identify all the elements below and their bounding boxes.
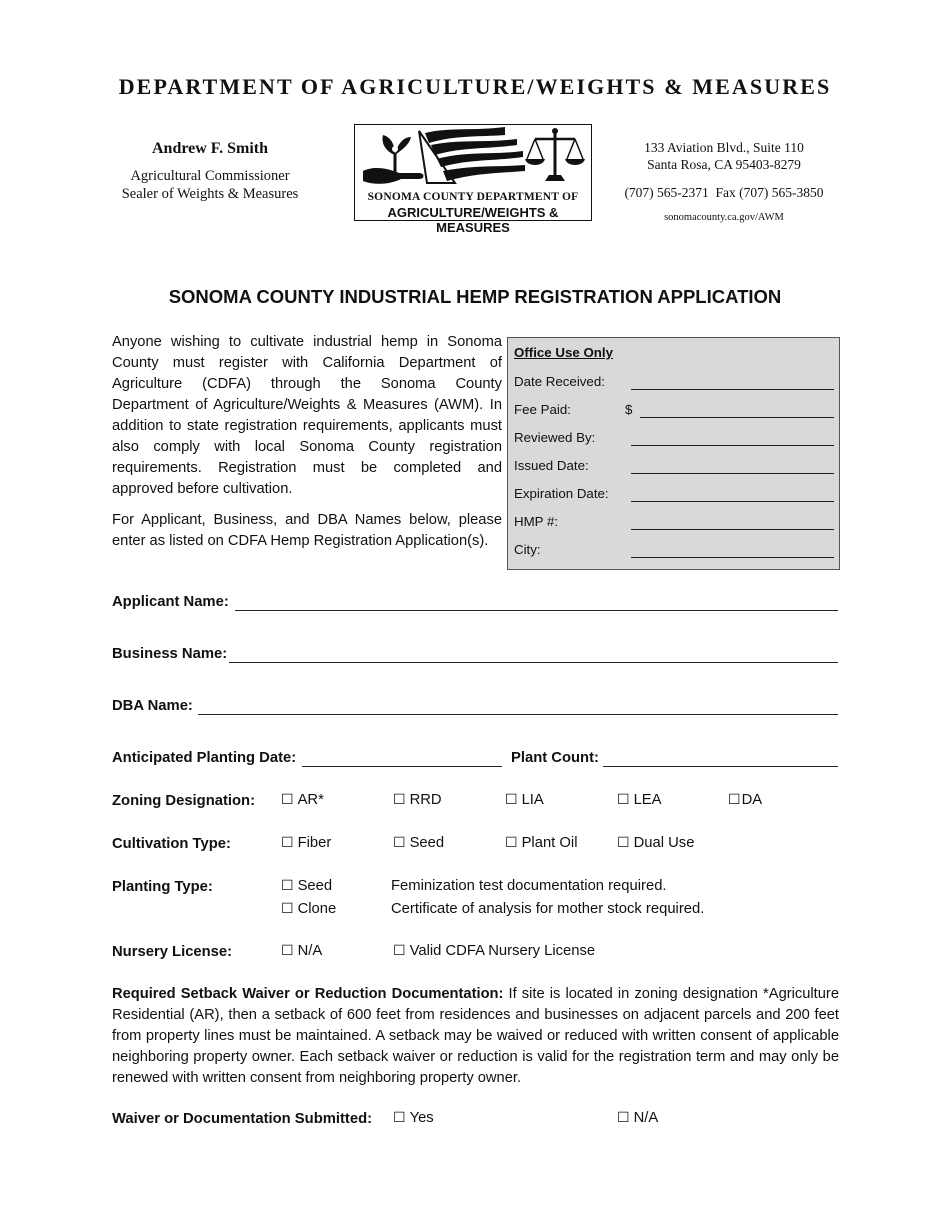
dba-name-label: DBA Name: [112, 698, 193, 714]
commissioner-block [100, 139, 320, 203]
cultivation-option-dual-use[interactable] [617, 835, 694, 851]
planting-note-seed: Feminization test documentation required. [391, 878, 667, 894]
issued-date-line[interactable] [631, 473, 834, 474]
setback-text: If site is located in zoning designation *Agriculture Residential (AR), then a setback of 600 feet from residences and businesses on adjacent parcels and 200 feet from property lines must be maintained. A setback may be waived or reduced with written consent of applicable neighboring property owner. Each setback waiver or reduction is valid for the registration term and may only be renewed with written consent from neighboring property owner. [112, 986, 839, 1086]
plant-count-line[interactable] [603, 766, 838, 767]
nursery-option-na[interactable] [281, 943, 322, 959]
office-label: Expiration Date: [514, 486, 609, 501]
office-row-issued-date [514, 458, 834, 478]
option-label: Plant Oil [521, 835, 578, 851]
cultivation-option-seed[interactable] [393, 835, 444, 851]
office-row-city [514, 542, 834, 562]
waiver-option-na[interactable] [617, 1110, 658, 1126]
commissioner-title-2: Sealer of Weights & Measures [121, 186, 299, 202]
applicant-name-line[interactable] [235, 610, 838, 611]
option-label: N/A [297, 943, 323, 959]
logo-text-line1: SONOMA COUNTY DEPARTMENT OF [367, 191, 579, 203]
office-use-box [507, 337, 840, 570]
checkbox-icon[interactable]: ☐ [393, 1110, 406, 1126]
option-label: Yes [409, 1110, 434, 1126]
checkbox-icon[interactable]: ☐ [393, 835, 406, 851]
intro-paragraph-2: For Applicant, Business, and DBA Names below, please enter as listed on CDFA Hemp Registration Application(s). [112, 512, 502, 549]
checkbox-icon[interactable]: ☐ [281, 792, 294, 808]
office-row-reviewed-by [514, 430, 834, 450]
office-label: Date Received: [514, 374, 605, 389]
option-label: AR* [297, 792, 324, 808]
business-name-line[interactable] [229, 662, 838, 663]
nursery-option-valid-license[interactable] [393, 943, 595, 959]
commissioner-title-1: Agricultural Commissioner [130, 168, 290, 184]
city-line[interactable] [631, 557, 834, 558]
office-row-expiration-date [514, 486, 834, 506]
business-name-label: Business Name: [112, 646, 228, 662]
option-label: N/A [633, 1110, 659, 1126]
zoning-option-ar[interactable] [281, 792, 324, 808]
office-label: HMP #: [514, 514, 559, 529]
cultivation-label: Cultivation Type: [112, 836, 231, 852]
option-label: DA [741, 792, 763, 808]
option-label: Clone [297, 901, 337, 917]
waiver-label: Waiver or Documentation Submitted: [112, 1111, 373, 1127]
nursery-license-label: Nursery License: [112, 944, 233, 960]
checkbox-icon[interactable]: ☐ [281, 878, 294, 894]
planting-date-label: Anticipated Planting Date: [112, 750, 297, 766]
planting-date-line[interactable] [302, 766, 502, 767]
checkbox-icon[interactable]: ☐ [505, 792, 518, 808]
office-use-heading: Office Use Only [514, 345, 614, 360]
office-row-hmp [514, 514, 834, 534]
option-label: Fiber [297, 835, 332, 851]
address-line-2: Santa Rosa, CA 95403-8279 [647, 157, 801, 172]
checkbox-icon[interactable]: ☐ [617, 1110, 630, 1126]
checkbox-icon[interactable]: ☐ [617, 835, 630, 851]
intro-paragraph-1: Anyone wishing to cultivate industrial hemp in Sonoma County must register with California Department of Agriculture (CDFA) through the Sonoma County Department of Agriculture/Weights & Measures (AWM). In addition to state registration requirements, applicants must also comply with local Sonoma County registration requirements. Registration must be completed and approved before cultivation. [112, 334, 502, 497]
option-label: Dual Use [633, 835, 695, 851]
zoning-label: Zoning Designation: [112, 793, 256, 809]
cultivation-option-fiber[interactable] [281, 835, 331, 851]
department-title: DEPARTMENT OF AGRICULTURE/WEIGHTS & MEASURES [118, 74, 832, 99]
office-label: Fee Paid: [514, 402, 571, 417]
form-title: SONOMA COUNTY INDUSTRIAL HEMP REGISTRATION APPLICATION [168, 286, 782, 307]
checkbox-icon[interactable]: ☐ [728, 792, 741, 808]
option-label: LEA [633, 792, 662, 808]
planting-type-label: Planting Type: [112, 879, 213, 895]
office-row-fee-paid [514, 402, 834, 422]
zoning-option-lia[interactable] [505, 792, 544, 808]
planting-option-seed[interactable] [281, 878, 332, 894]
checkbox-icon[interactable]: ☐ [393, 792, 406, 808]
option-label: Seed [297, 878, 333, 894]
zoning-option-rrd[interactable] [393, 792, 442, 808]
setback-heading: Required Setback Waiver or Reduction Documentation: [112, 986, 504, 1002]
office-label: City: [514, 542, 541, 557]
office-label: Reviewed By: [514, 430, 596, 445]
zoning-option-lea[interactable] [617, 792, 662, 808]
address-line-1: 133 Aviation Blvd., Suite 110 [644, 140, 804, 155]
planting-note-clone: Certificate of analysis for mother stock required. [391, 901, 705, 917]
hmp-line[interactable] [631, 529, 834, 530]
office-label: Issued Date: [514, 458, 589, 473]
commissioner-name: Andrew F. Smith [151, 140, 269, 157]
website: sonomacounty.ca.gov/AWM [664, 212, 784, 223]
checkbox-icon[interactable]: ☐ [281, 835, 294, 851]
expiration-date-line[interactable] [631, 501, 834, 502]
logo-text-line2: AGRICULTURE/WEIGHTS & MEASURES [387, 205, 559, 235]
plant-count-label: Plant Count: [511, 750, 599, 766]
phone-fax: (707) 565-2371 Fax (707) 565-3850 [624, 185, 824, 200]
applicant-name-label: Applicant Name: [112, 594, 229, 610]
fee-paid-line[interactable] [640, 417, 834, 418]
cultivation-option-plant-oil[interactable] [505, 835, 577, 851]
date-received-line[interactable] [631, 389, 834, 390]
option-label: RRD [409, 792, 442, 808]
contact-block [600, 139, 848, 226]
checkbox-icon[interactable]: ☐ [505, 835, 518, 851]
logo-artwork-icon [355, 125, 591, 191]
waiver-option-yes[interactable] [393, 1110, 434, 1126]
office-row-date-received [514, 374, 834, 394]
planting-option-clone[interactable] [281, 901, 336, 917]
setback-paragraph [112, 984, 839, 1089]
checkbox-icon[interactable]: ☐ [281, 901, 294, 917]
zoning-option-da[interactable] [728, 792, 762, 808]
checkbox-icon[interactable]: ☐ [393, 943, 406, 959]
reviewed-by-line[interactable] [631, 445, 834, 446]
dba-name-line[interactable] [198, 714, 838, 715]
checkbox-icon[interactable]: ☐ [281, 943, 294, 959]
option-label: Valid CDFA Nursery License [409, 943, 596, 959]
department-logo [354, 124, 592, 235]
option-label: Seed [409, 835, 445, 851]
dollar-sign: $ [625, 402, 633, 417]
checkbox-icon[interactable]: ☐ [617, 792, 630, 808]
option-label: LIA [521, 792, 544, 808]
